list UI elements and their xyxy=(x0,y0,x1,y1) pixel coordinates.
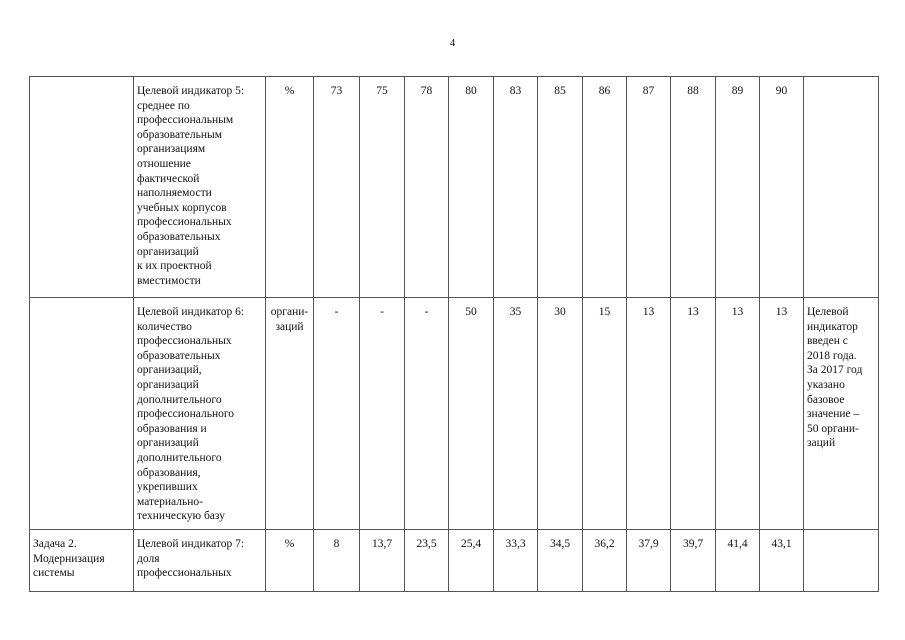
value-cell: - xyxy=(314,298,360,530)
value-cell: 88 xyxy=(671,77,716,298)
indicator-cell-line: образования, xyxy=(137,466,201,479)
task-cell-line: системы xyxy=(33,567,75,580)
unit-cell xyxy=(266,298,314,530)
indicator-cell-line: образовательных xyxy=(137,230,221,243)
task-cell-line: Задача 2. xyxy=(33,538,77,550)
value-cell: 13 xyxy=(716,298,760,530)
indicator-cell-line: количество xyxy=(137,320,192,333)
value-cell: 80 xyxy=(449,77,494,298)
value-cell: 13 xyxy=(760,298,804,530)
value-cell: 8 xyxy=(314,530,360,592)
value-cell: 36,2 xyxy=(583,530,627,592)
indicator-cell-line: профессиональных xyxy=(137,335,232,348)
indicator-cell-line: профессиональных xyxy=(137,567,232,580)
value-cell: 50 xyxy=(449,298,494,530)
task-cell xyxy=(30,530,134,592)
indicator-cell-line: укрепивших xyxy=(137,481,198,494)
indicator-cell-line: образования и xyxy=(137,422,207,435)
indicator-cell-line: Целевой индикатор 6: xyxy=(137,306,245,318)
value-cell: 30 xyxy=(538,298,583,530)
value-cell: 43,1 xyxy=(760,530,804,592)
value-cell: 33,3 xyxy=(494,530,538,592)
indicator-cell-line: техническую базу xyxy=(137,510,225,523)
value-cell: 86 xyxy=(583,77,627,298)
table-body xyxy=(30,77,879,592)
note-cell-line: Целевой xyxy=(807,306,849,318)
unit-cell-line: заций xyxy=(275,320,304,333)
indicator-cell-line: дополнительного xyxy=(137,393,222,406)
note-cell-line: За 2017 год xyxy=(807,364,863,377)
value-cell: 13 xyxy=(627,298,671,530)
unit-cell xyxy=(266,530,314,592)
indicator-cell-line: профессионального xyxy=(137,408,235,421)
note-cell-line: базовое xyxy=(807,393,845,406)
indicator-cell-line: доля xyxy=(137,552,160,565)
note-cell-line: 50 органи- xyxy=(807,422,859,435)
indicator-cell-line: Целевой индикатор 5: xyxy=(137,85,245,97)
value-cell: 89 xyxy=(716,77,760,298)
task-cell xyxy=(30,298,134,530)
value-cell: 34,5 xyxy=(538,530,583,592)
value-cell: 35 xyxy=(494,298,538,530)
note-cell xyxy=(804,77,879,298)
note-cell-line: 2018 года. xyxy=(807,349,857,362)
indicator-cell-line: образовательных xyxy=(137,349,221,362)
indicator-cell-line: Целевой индикатор 7: xyxy=(137,538,245,550)
value-cell: 73 xyxy=(314,77,360,298)
value-cell: 90 xyxy=(760,77,804,298)
value-cell: 37,9 xyxy=(627,530,671,592)
note-cell-line: введен с xyxy=(807,335,848,348)
note-cell-line: индикатор xyxy=(807,320,858,333)
indicator-cell-line: организаций xyxy=(137,437,199,450)
note-cell-line: указано xyxy=(807,378,845,391)
value-cell: 23,5 xyxy=(405,530,449,592)
indicator-cell-line: организациям xyxy=(137,143,206,156)
indicator-cell-line: организаций, xyxy=(137,364,202,377)
indicator-cell xyxy=(134,298,266,530)
table-row xyxy=(30,530,879,592)
value-cell: 25,4 xyxy=(449,530,494,592)
indicators-table xyxy=(29,76,879,592)
indicator-cell-line: среднее по xyxy=(137,99,190,112)
indicator-cell-line: фактической xyxy=(137,172,200,185)
indicator-cell-line: организаций xyxy=(137,245,199,258)
value-cell: - xyxy=(405,298,449,530)
indicator-cell xyxy=(134,77,266,298)
task-cell xyxy=(30,77,134,298)
note-cell xyxy=(804,530,879,592)
unit-cell-line: % xyxy=(284,85,295,97)
indicator-cell-line: организаций xyxy=(137,378,199,391)
indicator-cell-line: отношение xyxy=(137,157,191,170)
indicator-cell xyxy=(134,530,266,592)
indicator-cell-line: образовательным xyxy=(137,128,223,141)
value-cell: 75 xyxy=(360,77,405,298)
page-number: 4 xyxy=(449,37,456,49)
indicator-cell-line: учебных корпусов xyxy=(137,201,227,214)
value-cell: 87 xyxy=(627,77,671,298)
value-cell: 13 xyxy=(671,298,716,530)
value-cell: 85 xyxy=(538,77,583,298)
value-cell: 78 xyxy=(405,77,449,298)
indicator-cell-line: материально- xyxy=(137,495,203,508)
value-cell: 41,4 xyxy=(716,530,760,592)
indicator-cell-line: вместимости xyxy=(137,274,201,287)
indicator-cell-line: дополнительного xyxy=(137,451,222,464)
note-cell-line: заций xyxy=(807,437,836,450)
note-cell xyxy=(804,298,879,530)
value-cell: 39,7 xyxy=(671,530,716,592)
indicator-cell-line: наполняемости xyxy=(137,187,212,200)
indicator-cell-line: профессиональных xyxy=(137,216,232,229)
unit-cell xyxy=(266,77,314,298)
value-cell: 15 xyxy=(583,298,627,530)
value-cell: - xyxy=(360,298,405,530)
indicator-cell-line: профессиональным xyxy=(137,114,234,127)
note-cell-line: значение – xyxy=(807,408,860,421)
unit-cell-line: % xyxy=(284,538,295,550)
unit-cell-line: органи- xyxy=(270,306,309,318)
task-cell-line: Модернизация xyxy=(33,552,105,565)
table-row xyxy=(30,298,879,530)
indicator-cell-line: к их проектной xyxy=(137,260,212,273)
value-cell: 83 xyxy=(494,77,538,298)
table-row xyxy=(30,77,879,298)
value-cell: 13,7 xyxy=(360,530,405,592)
